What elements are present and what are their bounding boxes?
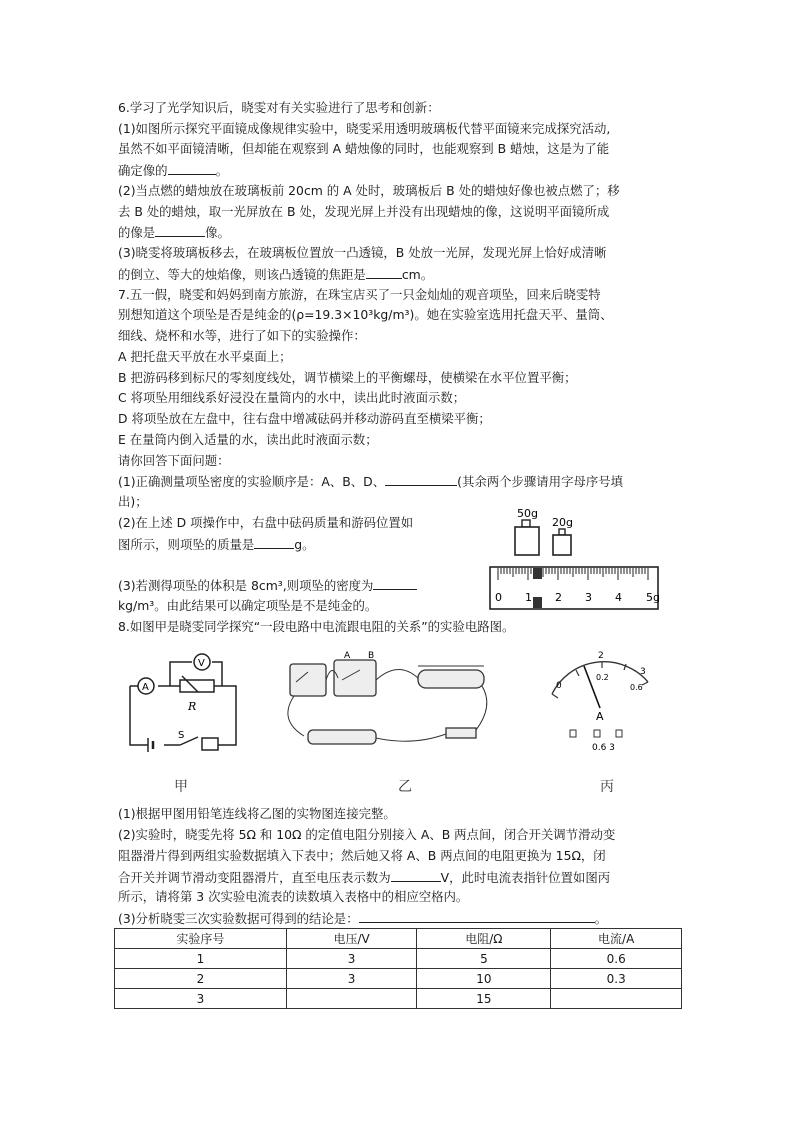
table-cell: 3 [115, 989, 287, 1009]
q7-answer3-line2: kg/m³。由此结果可以确定项坠是不是纯金的。 [118, 598, 378, 613]
q8-part2-line1: (2)实验时，晓雯先将 5Ω 和 10Ω 的定值电阻分别接入 A、B 两点间，闭合开关调节滑动变 [118, 827, 616, 842]
q6-part2-line1: (2)当点燃的蜡烛放在玻璃板前 20cm 的 A 处时，玻璃板后 B 处的蜡烛好像也被点燃了；移 [118, 183, 620, 198]
answer-blank[interactable] [373, 576, 417, 590]
resistor-label: R [188, 700, 197, 713]
table-cell: 3 [286, 949, 417, 969]
voltage-answer-cell[interactable] [286, 989, 417, 1009]
ammeter-label: A [142, 682, 149, 693]
q7-step-d: D 将项坠放在左盘中，往右盘中增减砝码并移动游码直至横梁平衡； [118, 411, 491, 426]
q7-answer2-line1: (2)在上述 D 项操作中，右盘中砝码质量和游码位置如 [118, 515, 414, 530]
q6-part1-line2: 虽然不如平面镜清晰，但却能在观察到 A 蜡烛像的同时，也能观察到 B 蜡烛，这是为了能 [118, 141, 610, 156]
q8-part2-line4: 所示，请将第 3 次实验电流表的读数填入表格中的相应空格内。 [118, 889, 469, 904]
q7-answer1-cont: 出)； [118, 494, 148, 509]
table-header-row [115, 929, 682, 949]
q7-answer2-line2: 图所示，则项坠的质量是 g。 [118, 537, 315, 552]
circuit-diagram-jia [118, 648, 248, 756]
weight-50g-label: 50g [517, 507, 538, 520]
answer-blank[interactable] [359, 909, 595, 923]
table-cell: 0.6 [551, 949, 682, 969]
ruler-label: 4 [615, 591, 622, 604]
weight-50g [515, 527, 539, 555]
q7-title-line1: 7.五一假，晓雯和妈妈到南方旅游，在珠宝店买了一只金灿灿的观音项坠，回来后晓雯特 [118, 287, 601, 302]
col-header: 电压/V [286, 929, 417, 949]
q8-part2-line3: 合开关并调节滑动变阻器滑片，直至电压表示数为 V，此时电流表指针位置如图丙 [118, 870, 611, 885]
q8-part1: (1)根据甲图用铅笔连线将乙图的实物图连接完整。 [118, 806, 396, 821]
ruler-label: 1 [525, 591, 532, 604]
answer-blank[interactable] [366, 265, 402, 279]
dial-terminal-labels: 0.6 3 [592, 743, 615, 753]
ruler-label: 0 [495, 591, 502, 604]
table-cell: 10 [417, 969, 551, 989]
q7-step-c: C 将项坠用细线系好浸没在量筒内的水中，读出此时液面示数； [118, 390, 466, 405]
dial-tick-0: 0 [556, 681, 562, 691]
ammeter-dial-bing [536, 648, 666, 756]
ammeter-device [290, 664, 326, 696]
answer-blank[interactable] [391, 868, 441, 882]
q8-title: 8.如图甲是晓雯同学探究“一段电路中电流跟电阻的关系”的实验电路图。 [118, 619, 515, 634]
table-cell: 15 [417, 989, 551, 1009]
table-row [115, 949, 682, 969]
answer-blank[interactable] [168, 161, 216, 175]
col-header: 实验序号 [115, 929, 287, 949]
q7-step-b: B 把游码移到标尺的零刻度线处，调节横梁上的平衡螺母，使横梁在水平位置平衡； [118, 370, 577, 385]
dial-tick-0-2: 0.2 [596, 673, 609, 682]
table-cell: 0.3 [551, 969, 682, 989]
q6-title: 6.学习了光学知识后，晓雯对有关实验进行了思考和创新： [118, 100, 440, 115]
answer-blank[interactable] [385, 472, 457, 486]
table-row [115, 969, 682, 989]
battery-pack [308, 730, 376, 744]
dial-tick-2: 2 [598, 651, 604, 661]
q6-part3-line2: 的倒立、等大的烛焰像，则该凸透镜的焦距是 cm。 [118, 267, 434, 282]
q8-part2-line2: 阻器滑片得到两组实验数据填入下表中；然后她又将 A、B 两点间的电阻更换为 15Ω，闭 [118, 848, 606, 863]
q7-step-a: A 把托盘天平放在水平桌面上； [118, 349, 292, 364]
rider-top [533, 568, 542, 579]
table-cell: 1 [115, 949, 287, 969]
q8-part3: (3)分析晓雯三次实验数据可得到的结论是： 。 [118, 911, 607, 926]
q7-answer1: (1)正确测量项坠密度的实验顺序是：A、B、D、 (其余两个步骤请用字母序号填 [118, 474, 624, 489]
apparatus-point-a: A [344, 651, 351, 661]
rider-bottom [533, 597, 542, 608]
ruler-label: 2 [555, 591, 562, 604]
q6-part3-line1: (3)晓雯将玻璃板移去，在玻璃板位置放一凸透镜，B 处放一光屏，发现光屏上恰好成清晰 [118, 245, 607, 260]
col-header: 电流/A [551, 929, 682, 949]
voltmeter-label: V [198, 658, 205, 669]
balance-weights-figure [484, 505, 660, 613]
figure-label-jia: 甲 [174, 779, 188, 795]
switch-device [446, 728, 476, 738]
apparatus-figure-yi [268, 650, 500, 760]
q6-part2-line2: 去 B 处的蜡烛，取一光屏放在 B 处，发现光屏上并没有出现蜡烛的像，这说明平面镜所成 [118, 204, 610, 219]
voltmeter-device [334, 660, 376, 696]
q7-ask: 请你回答下面问题： [118, 453, 230, 468]
q7-answer3-line1: (3)若测得项坠的体积是 8cm³,则项坠的密度为 [118, 576, 417, 595]
experiment-data-table [114, 928, 682, 1009]
figure-label-bing: 丙 [600, 779, 614, 795]
q7-title-line2: 别想知道这个项坠是否是纯金的(ρ=19.3×10³kg/m³)。她在实验室选用托盘天平、量筒、 [118, 307, 613, 322]
rheostat-device [418, 670, 484, 688]
table-cell: 5 [417, 949, 551, 969]
dial-tick-3: 3 [640, 667, 646, 677]
q7-title-line3: 细线、烧杯和水等，进行了如下的实验操作： [118, 328, 366, 343]
q6-part1-line3: 确定像的 。 [118, 163, 228, 178]
q6-part2-line3: 的像是 像。 [118, 225, 230, 240]
weight-20g-label: 20g [552, 516, 573, 529]
table-cell: 3 [286, 969, 417, 989]
switch-label: S [178, 730, 185, 741]
answer-blank[interactable] [155, 223, 205, 237]
table-row [115, 989, 682, 1009]
ruler-label: 3 [585, 591, 592, 604]
apparatus-point-b: B [368, 651, 375, 661]
current-answer-cell[interactable] [551, 989, 682, 1009]
ruler-label: 5g [646, 591, 660, 604]
answer-blank[interactable] [254, 535, 294, 549]
col-header: 电阻/Ω [417, 929, 551, 949]
q7-step-e: E 在量筒内倒入适量的水，读出此时液面示数； [118, 432, 378, 447]
dial-unit-label: A [596, 710, 604, 723]
figure-label-yi: 乙 [398, 779, 412, 795]
dial-tick-0-6: 0.6 [630, 683, 643, 692]
table-cell: 2 [115, 969, 287, 989]
weight-20g [553, 535, 571, 555]
q6-part1-line1: (1)如图所示探究平面镜成像规律实验中，晓雯采用透明玻璃板代替平面镜来完成探究活动, [118, 121, 611, 136]
